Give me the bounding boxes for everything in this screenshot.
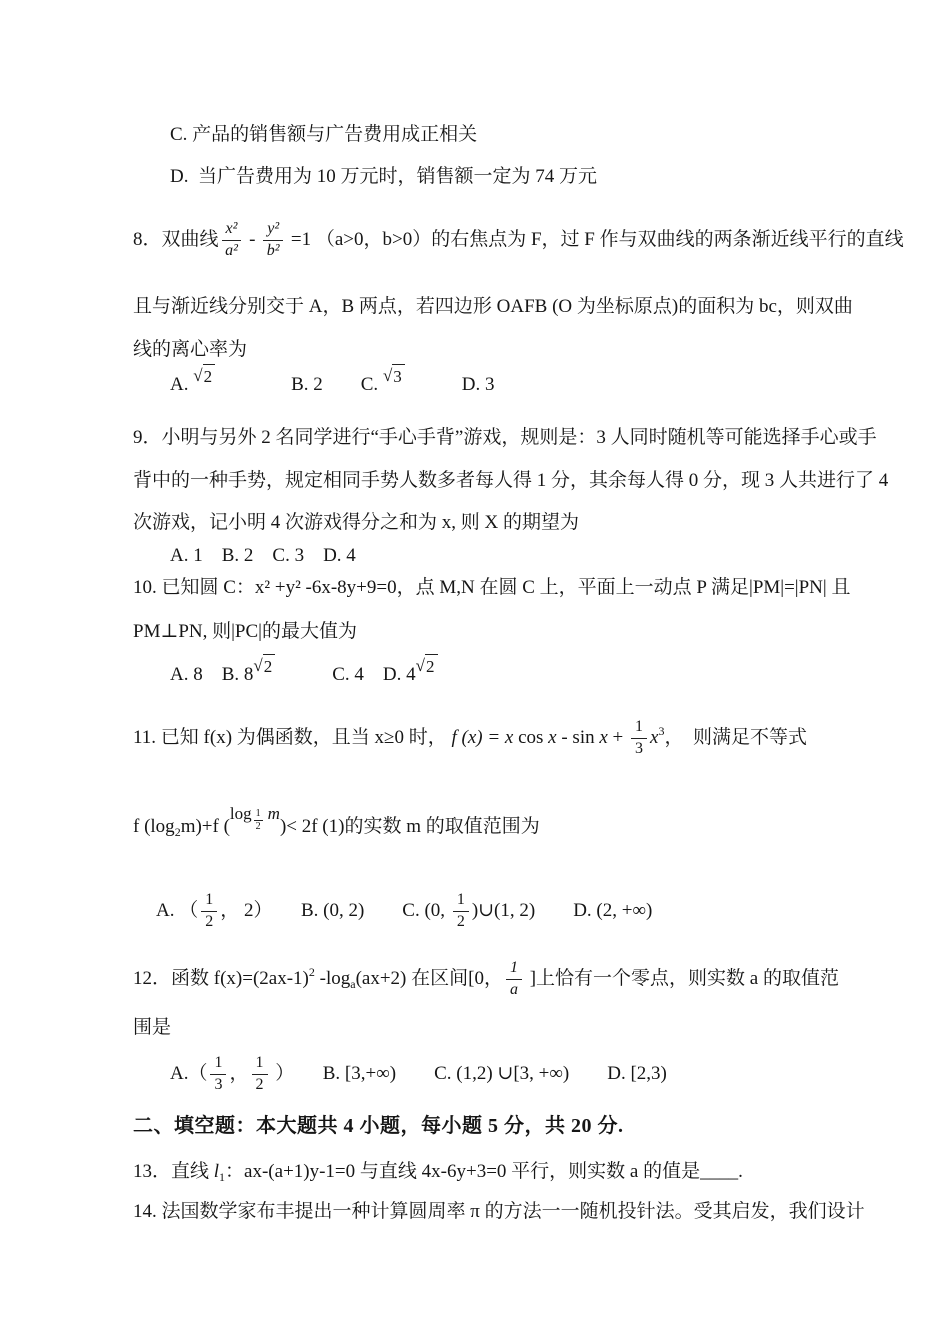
text-run: ， 则满足不等式 [664, 727, 807, 748]
text-run: cos [513, 727, 549, 748]
text-run: D. 3 [404, 374, 495, 395]
question12-line1 [133, 959, 839, 998]
question9-options [170, 544, 356, 568]
text-run: 14. 法国数学家布丰提出一种计算圆周率 π 的方法一一随机投针法。受其启发，我们设计 [133, 1201, 865, 1222]
radicand: 2 [263, 654, 276, 679]
radicand: 3 [392, 364, 405, 389]
superscript: 3 [658, 724, 665, 738]
text-run: B. 2 C. [215, 374, 383, 395]
question9-line1 [133, 426, 877, 450]
text-run: 12．函数 f(x)=(2ax-1) [133, 968, 309, 989]
sqrt-radical [193, 364, 215, 389]
question10-options [170, 655, 438, 687]
text-run: + [607, 727, 629, 748]
fraction-numerator: 1 [252, 1054, 268, 1074]
question9-line3 [133, 511, 579, 535]
text-run: =1 （a>0，b>0）的右焦点为 F，过 F 作与双曲线的两条渐近线平行的直线 [286, 229, 904, 250]
text-run: ） B. [3,+∞) C. (1,2) ∪[3, +∞) D. [2,3) [270, 1063, 667, 1084]
fraction-denominator: a [509, 980, 518, 998]
fraction-denominator: b² [266, 241, 280, 259]
math-variable: x [650, 727, 659, 748]
radical-sign-icon: √ [415, 655, 425, 675]
text-run: 且与渐近线分别交于 A，B 两点，若四边形 OAFB (O 为坐标原点)的面积为 bc，则双曲 [133, 296, 853, 317]
question8-options [170, 365, 495, 397]
subscript: 2 [174, 825, 181, 839]
text-run: m)+f ( [180, 816, 230, 837]
fraction-numerator: 1 [506, 959, 522, 979]
sqrt-radical [253, 654, 275, 679]
fraction [222, 220, 242, 260]
fraction [631, 718, 647, 758]
question11-options [156, 891, 653, 930]
text-run: ：ax-(a+1)y-1=0 与直线 4x-6y+3=0 平行，则实数 a 的值是____. [225, 1161, 743, 1182]
fraction-numerator: y² [263, 220, 283, 240]
question8-line1 [133, 220, 904, 259]
text-run: - [244, 229, 261, 250]
text-run: PM⊥PN, 则|PC|的最大值为 [133, 621, 357, 642]
text-run: 13．直线 [133, 1161, 214, 1182]
text-run: ， 2） B. (0, 2) C. (0, [220, 900, 450, 921]
radical-sign-icon: √ [253, 655, 263, 675]
radicand: 2 [425, 654, 438, 679]
log-base-numerator: 1 [255, 808, 261, 819]
text-run: 9．小明与另外 2 名同学进行“手心手背”游戏，规则是：3 人同时随机等可能选择手心或手 [133, 427, 877, 448]
math-variable: f (x) = x [451, 727, 514, 748]
math-variable: x [599, 727, 608, 748]
question10-line2 [133, 620, 357, 644]
sqrt-radical [383, 364, 405, 389]
fraction-numerator: 1 [210, 1054, 226, 1074]
sqrt-radical [416, 654, 438, 679]
radical-sign-icon: √ [193, 365, 203, 385]
log-argument: m [267, 804, 280, 823]
question10-line1 [133, 576, 850, 600]
text-run: 二、填空题：本大题共 4 小题，每小题 5 分，共 20 分. [133, 1115, 624, 1137]
superscript: 2 [308, 965, 315, 979]
text-run: A. [170, 374, 194, 395]
fraction-denominator: 2 [205, 912, 214, 930]
fraction-denominator: a² [225, 241, 238, 259]
question14-line1 [133, 1200, 865, 1224]
log-base-denominator: 2 [255, 820, 261, 832]
subscript: a [350, 977, 356, 991]
text-run: )∪(1, 2) D. (2, +∞) [471, 900, 653, 921]
text-run: -log [314, 968, 351, 989]
text-run: )< 2f (1)的实数 m 的取值范围为 [279, 816, 540, 837]
subscript: 1 [219, 1170, 226, 1184]
text-run: 背中的一种手势，规定相同手势人数多者每人得 1 分，其余每人得 0 分，现 3 人共进行了 4 [133, 470, 889, 491]
question9-line2 [133, 469, 889, 493]
log-base-half-block [229, 802, 280, 832]
text-run: 8．双曲线 [133, 229, 219, 250]
fraction [201, 891, 217, 931]
log-base-fraction [254, 808, 263, 832]
math-variable: l [213, 1161, 220, 1182]
fraction-numerator: x² [222, 220, 242, 240]
log-text: log [229, 804, 252, 823]
text-run: A. 8 B. 8 [170, 664, 254, 685]
text-run: A. 1 B. 2 C. 3 D. 4 [170, 545, 356, 566]
text-run: (ax+2) 在区间[0， [355, 968, 503, 989]
question11-line1 [133, 718, 807, 757]
question8-line2 [133, 295, 853, 319]
text-run: C. 产品的销售额与广告费用成正相关 [170, 124, 478, 145]
text-run: ， [229, 1063, 249, 1084]
text-run: 线的离心率为 [133, 339, 248, 360]
text-run: 10. 已知圆 C：x² +y² -6x-8y+9=0，点 M,N 在圆 C 上，平面上一动点 P 满足|PM|=|PN| 且 [133, 577, 851, 598]
fraction-numerator: 1 [453, 891, 469, 911]
radicand: 2 [203, 364, 216, 389]
text-run: ]上恰有一个零点，则实数 a 的取值范 [524, 968, 839, 989]
fraction [210, 1054, 226, 1094]
fraction-denominator: 3 [635, 739, 644, 757]
fraction [263, 220, 283, 260]
text-run: D. 当广告费用为 10 万元时，销售额一定为 74 万元 [170, 166, 597, 187]
fraction-denominator: 3 [214, 1075, 223, 1093]
math-variable: x [548, 727, 557, 748]
question7-option-d [170, 165, 597, 189]
section2-header [133, 1114, 624, 1138]
text-run: A. （ [156, 900, 199, 921]
radical-sign-icon: √ [382, 365, 393, 385]
text-run: A.（ [170, 1063, 208, 1084]
fraction-numerator: 1 [631, 718, 647, 738]
text-run: 11. 已知 f(x) 为偶函数，且当 x≥0 时， [133, 727, 452, 748]
question13-line1 [133, 1160, 743, 1184]
text-run: 围是 [133, 1017, 172, 1038]
question7-option-c [170, 123, 477, 147]
fraction [453, 891, 469, 931]
fraction-denominator: 2 [456, 912, 465, 930]
text-run: f (log [133, 816, 175, 837]
fraction-numerator: 1 [201, 891, 217, 911]
fraction [506, 959, 522, 999]
fraction-denominator: 2 [255, 1075, 264, 1093]
question8-line3 [133, 338, 247, 362]
fraction [252, 1054, 268, 1094]
question11-line2 [133, 804, 540, 839]
question12-line2 [133, 1016, 171, 1040]
text-run: - sin [556, 727, 600, 748]
text-run: 次游戏，记小明 4 次游戏得分之和为 x, 则 X 的期望为 [133, 512, 579, 533]
question12-options [170, 1054, 667, 1093]
text-run: C. 4 D. 4 [275, 664, 416, 685]
